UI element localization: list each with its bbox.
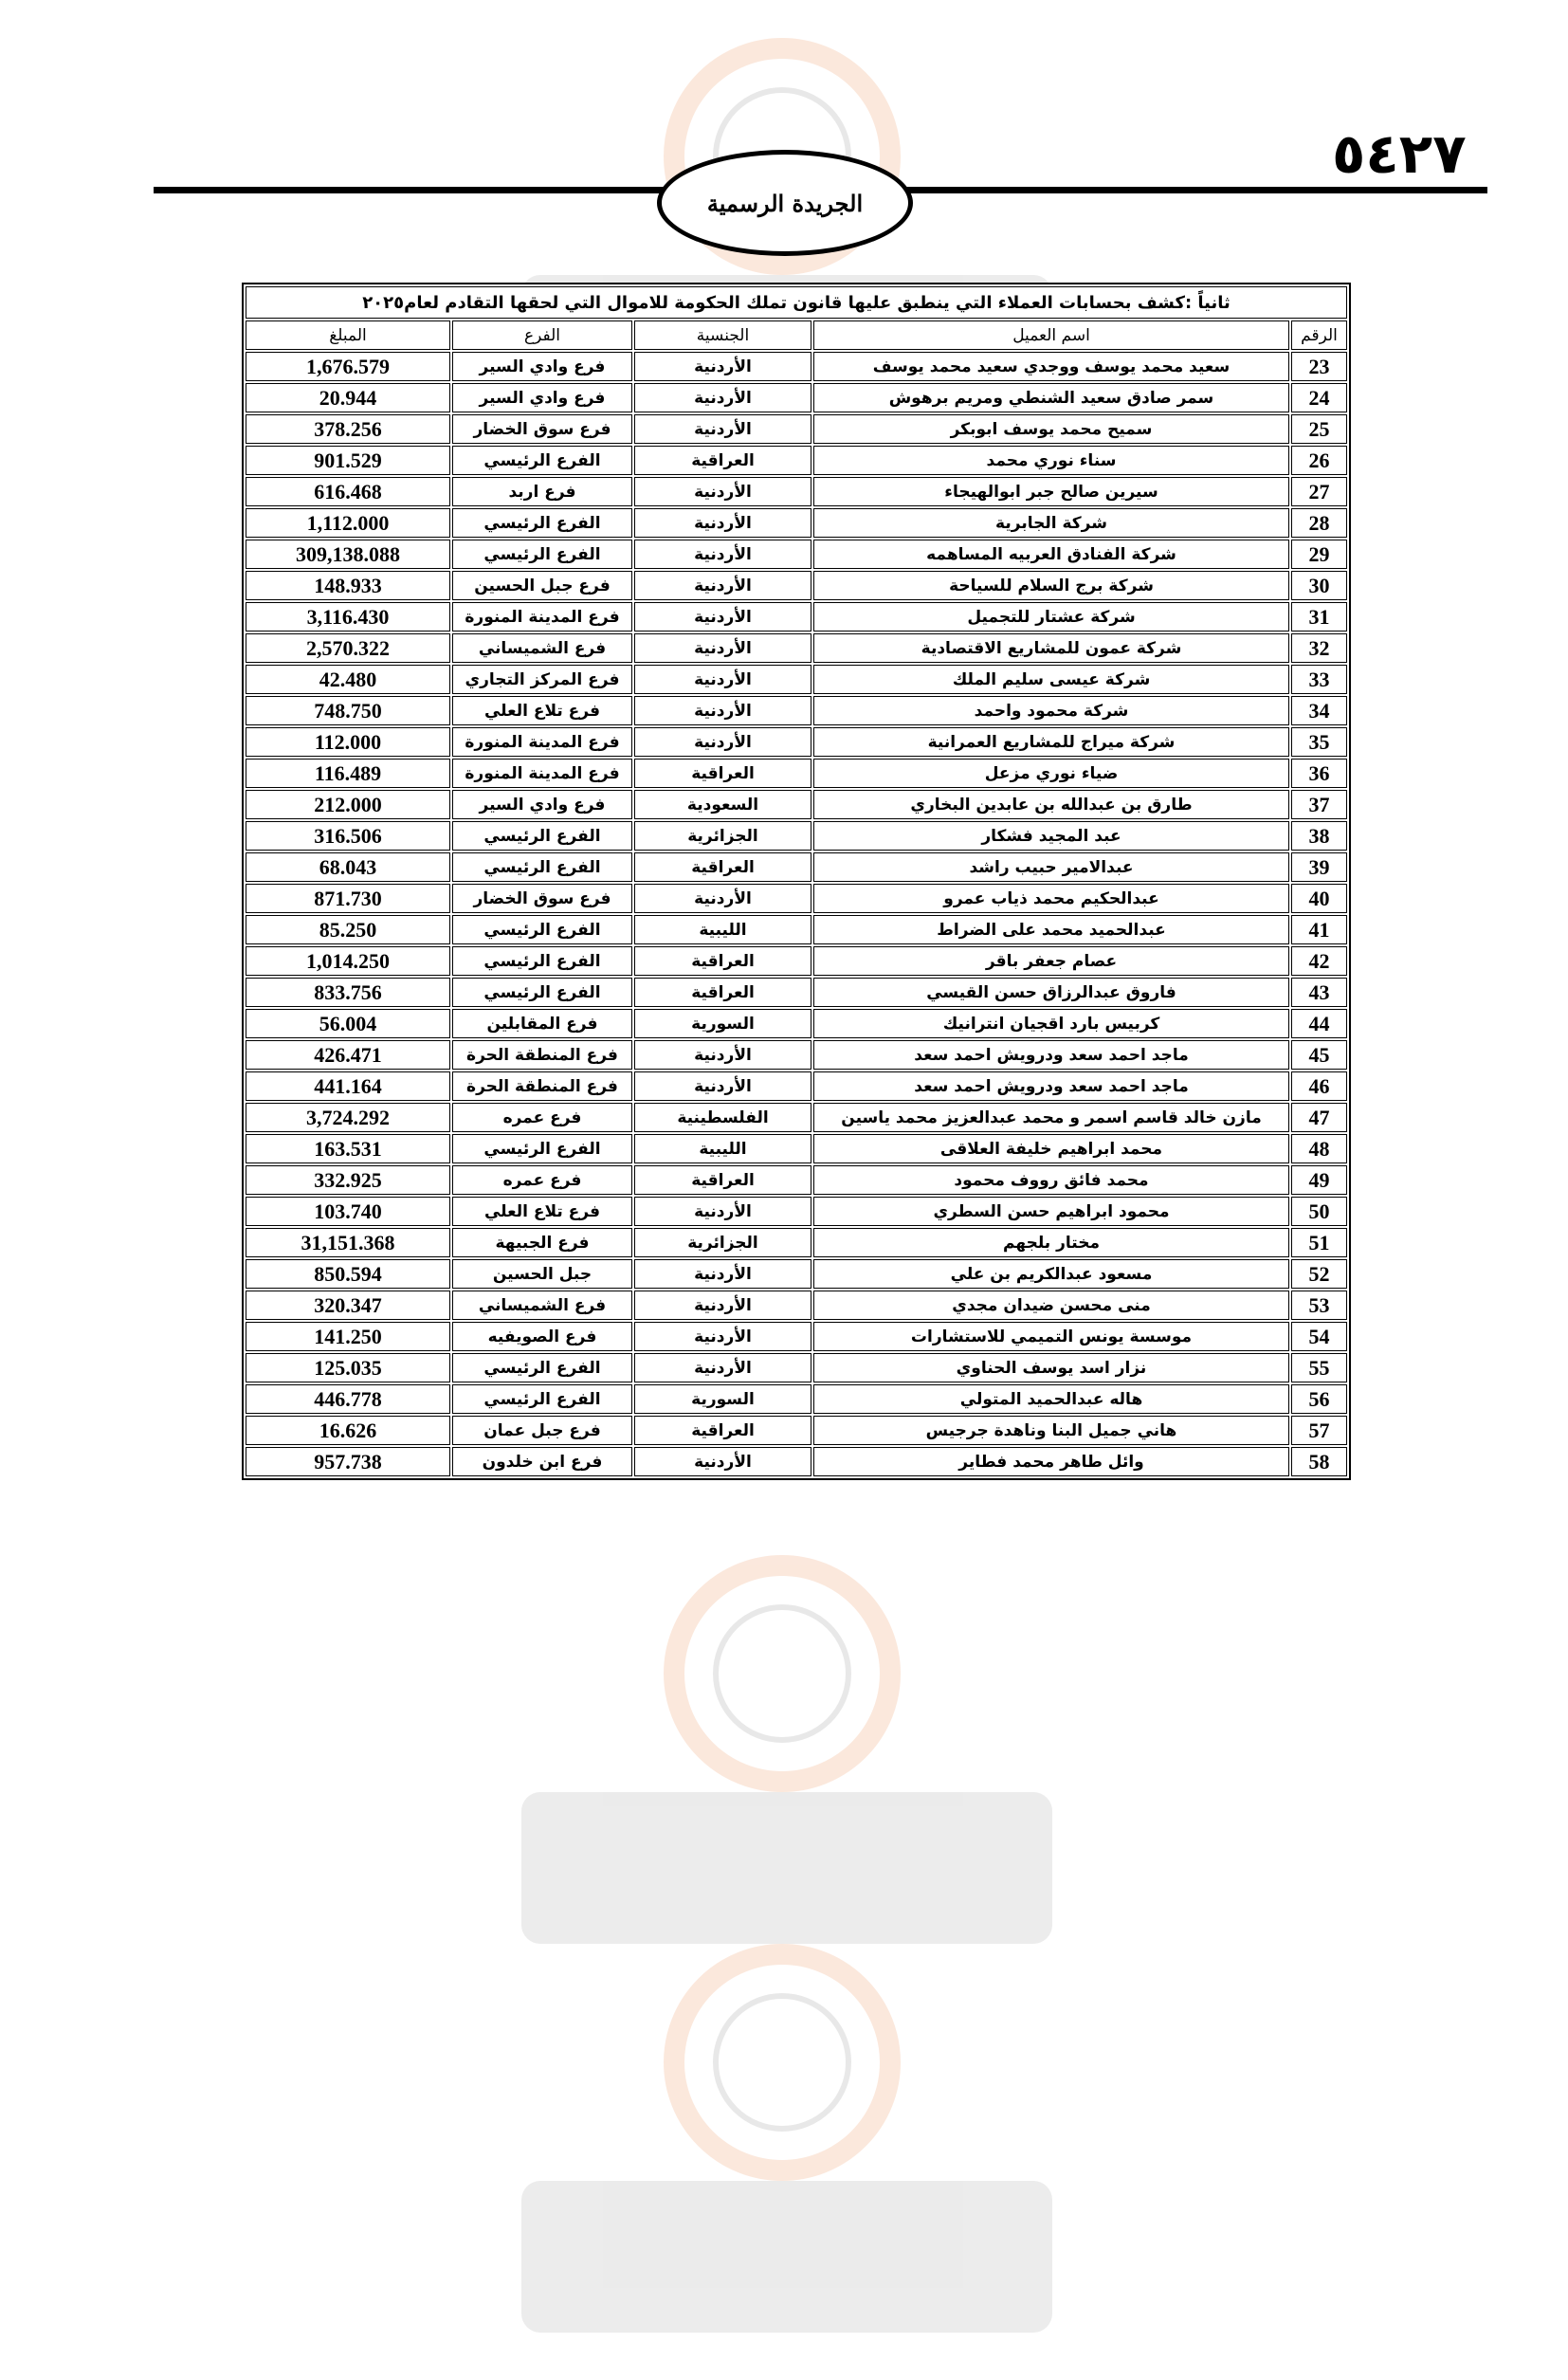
row-number: 46 <box>1291 1071 1347 1101</box>
nationality: الليبية <box>634 915 811 944</box>
branch: فرع المدينة المنورة <box>452 759 632 788</box>
client-name: فاروق عبدالرزاق حسن القيسي <box>813 978 1289 1007</box>
nationality: الأردنية <box>634 383 811 412</box>
nationality: الأردنية <box>634 1322 811 1351</box>
nationality: السعودية <box>634 790 811 819</box>
amount: 42.480 <box>246 665 450 694</box>
table-row <box>246 383 1347 412</box>
watermark-logo <box>502 1555 1071 1991</box>
branch: فرع وادي السير <box>452 790 632 819</box>
client-name: طارق بن عبدالله بن عابدين البخاري <box>813 790 1289 819</box>
table-row <box>246 1009 1347 1038</box>
row-number: 27 <box>1291 477 1347 506</box>
nationality: السورية <box>634 1384 811 1414</box>
amount: 871.730 <box>246 884 450 913</box>
table-row <box>246 1228 1347 1257</box>
client-name: ماجد احمد سعد ودرويش احمد سعد <box>813 1040 1289 1070</box>
row-number: 34 <box>1291 696 1347 725</box>
amount: 441.164 <box>246 1071 450 1101</box>
header-branch: الفرع <box>452 320 632 350</box>
row-number: 35 <box>1291 727 1347 757</box>
table-header-row <box>246 320 1347 350</box>
table-row <box>246 759 1347 788</box>
branch: فرع المقابلين <box>452 1009 632 1038</box>
branch: الفرع الرئيسي <box>452 1134 632 1163</box>
table-row <box>246 1447 1347 1476</box>
client-name: محمود ابراهيم حسن السطري <box>813 1197 1289 1226</box>
nationality: الأردنية <box>634 1447 811 1476</box>
nationality: الجزائرية <box>634 1228 811 1257</box>
row-number: 56 <box>1291 1384 1347 1414</box>
nationality: السورية <box>634 1009 811 1038</box>
row-number: 40 <box>1291 884 1347 913</box>
nationality: العراقية <box>634 446 811 475</box>
client-name: هاني جميل البنا وناهدة جرجيس <box>813 1416 1289 1445</box>
branch: الفرع الرئيسي <box>452 915 632 944</box>
branch: الفرع الرئيسي <box>452 821 632 851</box>
row-number: 57 <box>1291 1416 1347 1445</box>
amount: 309,138.088 <box>246 540 450 569</box>
amount: 212.000 <box>246 790 450 819</box>
row-number: 36 <box>1291 759 1347 788</box>
table-row <box>246 1353 1347 1382</box>
amount: 1,014.250 <box>246 946 450 976</box>
row-number: 39 <box>1291 852 1347 882</box>
row-number: 41 <box>1291 915 1347 944</box>
amount: 56.004 <box>246 1009 450 1038</box>
amount: 957.738 <box>246 1447 450 1476</box>
row-number: 42 <box>1291 946 1347 976</box>
client-name: مختار بلجهم <box>813 1228 1289 1257</box>
client-name: شركة الجابرية <box>813 508 1289 538</box>
client-name: وائل طاهر محمد فطاير <box>813 1447 1289 1476</box>
nationality: العراقية <box>634 946 811 976</box>
nationality: الأردنية <box>634 571 811 600</box>
nationality: الأردنية <box>634 508 811 538</box>
amount: 426.471 <box>246 1040 450 1070</box>
table-row <box>246 571 1347 600</box>
nationality: العراقية <box>634 852 811 882</box>
nationality: الأردنية <box>634 884 811 913</box>
row-number: 53 <box>1291 1291 1347 1320</box>
row-number: 52 <box>1291 1259 1347 1289</box>
table-row <box>246 696 1347 725</box>
client-name: عبدالامير حبيب راشد <box>813 852 1289 882</box>
client-name: شركة برج السلام للسياحة <box>813 571 1289 600</box>
branch: فرع الشميساني <box>452 633 632 663</box>
branch: جبل الحسين <box>452 1259 632 1289</box>
branch: فرع اربد <box>452 477 632 506</box>
nationality: الأردنية <box>634 696 811 725</box>
branch: فرع المدينة المنورة <box>452 727 632 757</box>
client-name: عبدالحميد محمد على الضراط <box>813 915 1289 944</box>
nationality: العراقية <box>634 759 811 788</box>
client-name: محمد ابراهيم خليفة العلاقى <box>813 1134 1289 1163</box>
table-row <box>246 1134 1347 1163</box>
branch: فرع المنطقة الحرة <box>452 1071 632 1101</box>
branch: فرع تلاع العلي <box>452 1197 632 1226</box>
amount: 850.594 <box>246 1259 450 1289</box>
client-name: ماجد احمد سعد ودرويش احمد سعد <box>813 1071 1289 1101</box>
nationality: الأردنية <box>634 1259 811 1289</box>
branch: الفرع الرئيسي <box>452 946 632 976</box>
client-name: نزار اسد يوسف الحناوي <box>813 1353 1289 1382</box>
branch: فرع وادي السير <box>452 352 632 381</box>
table-row <box>246 414 1347 444</box>
amount: 320.347 <box>246 1291 450 1320</box>
row-number: 44 <box>1291 1009 1347 1038</box>
table-row <box>246 1071 1347 1101</box>
branch: الفرع الرئيسي <box>452 852 632 882</box>
table-row <box>246 821 1347 851</box>
client-name: سمر صادق سعيد الشنطي ومريم برهوش <box>813 383 1289 412</box>
table-row <box>246 352 1347 381</box>
nationality: الأردنية <box>634 352 811 381</box>
branch: فرع الصويفيه <box>452 1322 632 1351</box>
nationality: الأردنية <box>634 1040 811 1070</box>
branch: الفرع الرئيسي <box>452 446 632 475</box>
nationality: الأردنية <box>634 1197 811 1226</box>
client-name: عصام جعفر باقر <box>813 946 1289 976</box>
client-name: هاله عبدالحميد المتولي <box>813 1384 1289 1414</box>
amount: 3,724.292 <box>246 1103 450 1132</box>
amount: 31,151.368 <box>246 1228 450 1257</box>
row-number: 47 <box>1291 1103 1347 1132</box>
client-name: مسعود عبدالكريم بن علي <box>813 1259 1289 1289</box>
client-name: منى محسن ضيدان مجدي <box>813 1291 1289 1320</box>
nationality: الأردنية <box>634 1071 811 1101</box>
branch: فرع عمره <box>452 1103 632 1132</box>
amount: 103.740 <box>246 1197 450 1226</box>
nationality: الأردنية <box>634 540 811 569</box>
client-name: سعيد محمد يوسف ووجدي سعيد محمد يوسف <box>813 352 1289 381</box>
amount: 1,676.579 <box>246 352 450 381</box>
row-number: 30 <box>1291 571 1347 600</box>
branch: فرع سوق الخضار <box>452 884 632 913</box>
table-row <box>246 540 1347 569</box>
header-amount: المبلغ <box>246 320 450 350</box>
row-number: 23 <box>1291 352 1347 381</box>
branch: فرع المنطقة الحرة <box>452 1040 632 1070</box>
table-row <box>246 633 1347 663</box>
amount: 901.529 <box>246 446 450 475</box>
client-name: سميح محمد يوسف ابوبكر <box>813 414 1289 444</box>
nationality: الأردنية <box>634 414 811 444</box>
row-number: 43 <box>1291 978 1347 1007</box>
amount: 148.933 <box>246 571 450 600</box>
client-name: شركة عمون للمشاريع الاقتصادية <box>813 633 1289 663</box>
nationality: الجزائرية <box>634 821 811 851</box>
table-row <box>246 915 1347 944</box>
row-number: 50 <box>1291 1197 1347 1226</box>
amount: 2,570.322 <box>246 633 450 663</box>
client-name: موسسة يونس التميمي للاستشارات <box>813 1322 1289 1351</box>
client-name: عبدالحكيم محمد ذياب عمرو <box>813 884 1289 913</box>
client-name: شركة عيسى سليم الملك <box>813 665 1289 694</box>
row-number: 55 <box>1291 1353 1347 1382</box>
row-number: 29 <box>1291 540 1347 569</box>
row-number: 25 <box>1291 414 1347 444</box>
table-row <box>246 727 1347 757</box>
table-row <box>246 602 1347 632</box>
table-row <box>246 446 1347 475</box>
client-name: محمد فائق رووف محمود <box>813 1165 1289 1195</box>
client-name: شركة الفنادق العربيه المساهمه <box>813 540 1289 569</box>
amount: 112.000 <box>246 727 450 757</box>
amount: 3,116.430 <box>246 602 450 632</box>
branch: الفرع الرئيسي <box>452 1384 632 1414</box>
table-row <box>246 946 1347 976</box>
branch: فرع سوق الخضار <box>452 414 632 444</box>
nationality: الأردنية <box>634 633 811 663</box>
table-row <box>246 1040 1347 1070</box>
client-name: شركة عشتار للتجميل <box>813 602 1289 632</box>
table-row <box>246 1259 1347 1289</box>
header-name: اسم العميل <box>813 320 1289 350</box>
nationality: الفلسطينية <box>634 1103 811 1132</box>
branch: فرع وادي السير <box>452 383 632 412</box>
branch: فرع المركز التجاري <box>452 665 632 694</box>
nationality: الليبية <box>634 1134 811 1163</box>
branch: فرع جبل الحسين <box>452 571 632 600</box>
branch: الفرع الرئيسي <box>452 1353 632 1382</box>
branch: فرع الجبيهة <box>452 1228 632 1257</box>
watermark-logo <box>502 1944 1071 2380</box>
branch: فرع المدينة المنورة <box>452 602 632 632</box>
nationality: الأردنية <box>634 477 811 506</box>
gazette-title-text: الجريدة الرسمية <box>706 189 864 217</box>
amount: 68.043 <box>246 852 450 882</box>
client-name: شركة ميراج للمشاريع العمرانية <box>813 727 1289 757</box>
amount: 446.778 <box>246 1384 450 1414</box>
branch: فرع جبل عمان <box>452 1416 632 1445</box>
client-name: ضياء نوري مزعل <box>813 759 1289 788</box>
client-name: شركة محمود واحمد <box>813 696 1289 725</box>
nationality: الأردنية <box>634 1353 811 1382</box>
table-row <box>246 477 1347 506</box>
table-row <box>246 978 1347 1007</box>
amount: 616.468 <box>246 477 450 506</box>
client-name: مازن خالد قاسم اسمر و محمد عبدالعزيز محمد ياسين <box>813 1103 1289 1132</box>
branch: فرع تلاع العلي <box>452 696 632 725</box>
nationality: العراقية <box>634 978 811 1007</box>
table-row <box>246 508 1347 538</box>
row-number: 48 <box>1291 1134 1347 1163</box>
table-row <box>246 1416 1347 1445</box>
header-no: الرقم <box>1291 320 1347 350</box>
client-name: عبد المجيد فشكار <box>813 821 1289 851</box>
table-row <box>246 1165 1347 1195</box>
amount: 332.925 <box>246 1165 450 1195</box>
gazette-title <box>657 150 913 256</box>
amount: 1,112.000 <box>246 508 450 538</box>
client-name: سناء نوري محمد <box>813 446 1289 475</box>
row-number: 45 <box>1291 1040 1347 1070</box>
nationality: الأردنية <box>634 665 811 694</box>
table-row <box>246 790 1347 819</box>
row-number: 38 <box>1291 821 1347 851</box>
table-row <box>246 884 1347 913</box>
nationality: الأردنية <box>634 602 811 632</box>
table-row <box>246 852 1347 882</box>
amount: 316.506 <box>246 821 450 851</box>
nationality: العراقية <box>634 1416 811 1445</box>
table-row <box>246 1103 1347 1132</box>
header-nationality: الجنسية <box>634 320 811 350</box>
row-number: 33 <box>1291 665 1347 694</box>
row-number: 32 <box>1291 633 1347 663</box>
branch: فرع الشميساني <box>452 1291 632 1320</box>
row-number: 51 <box>1291 1228 1347 1257</box>
accounts-table <box>242 283 1351 1480</box>
table-row <box>246 665 1347 694</box>
page-number: ٥٤٢٧ <box>1332 121 1467 186</box>
amount: 141.250 <box>246 1322 450 1351</box>
branch: الفرع الرئيسي <box>452 978 632 1007</box>
row-number: 24 <box>1291 383 1347 412</box>
amount: 16.626 <box>246 1416 450 1445</box>
row-number: 28 <box>1291 508 1347 538</box>
amount: 378.256 <box>246 414 450 444</box>
client-name: كربيس بارد اقجيان انترانيك <box>813 1009 1289 1038</box>
branch: الفرع الرئيسي <box>452 508 632 538</box>
table-row <box>246 1322 1347 1351</box>
table-row <box>246 1384 1347 1414</box>
table-title: ثانياً :كشف بحسابات العملاء التي ينطبق عليها قانون تملك الحكومة للاموال التي لحقها التقادم لعام٢٠٢٥ <box>246 286 1347 319</box>
amount: 125.035 <box>246 1353 450 1382</box>
branch: فرع عمره <box>452 1165 632 1195</box>
row-number: 58 <box>1291 1447 1347 1476</box>
row-number: 37 <box>1291 790 1347 819</box>
row-number: 26 <box>1291 446 1347 475</box>
amount: 85.250 <box>246 915 450 944</box>
row-number: 54 <box>1291 1322 1347 1351</box>
amount: 748.750 <box>246 696 450 725</box>
nationality: العراقية <box>634 1165 811 1195</box>
amount: 116.489 <box>246 759 450 788</box>
table-title-row <box>246 286 1347 319</box>
branch: الفرع الرئيسي <box>452 540 632 569</box>
nationality: الأردنية <box>634 1291 811 1320</box>
amount: 163.531 <box>246 1134 450 1163</box>
amount: 20.944 <box>246 383 450 412</box>
row-number: 31 <box>1291 602 1347 632</box>
row-number: 49 <box>1291 1165 1347 1195</box>
branch: فرع ابن خلدون <box>452 1447 632 1476</box>
client-name: سيرين صالح جبر ابوالهيجاء <box>813 477 1289 506</box>
table-row <box>246 1291 1347 1320</box>
table-row <box>246 1197 1347 1226</box>
amount: 833.756 <box>246 978 450 1007</box>
nationality: الأردنية <box>634 727 811 757</box>
